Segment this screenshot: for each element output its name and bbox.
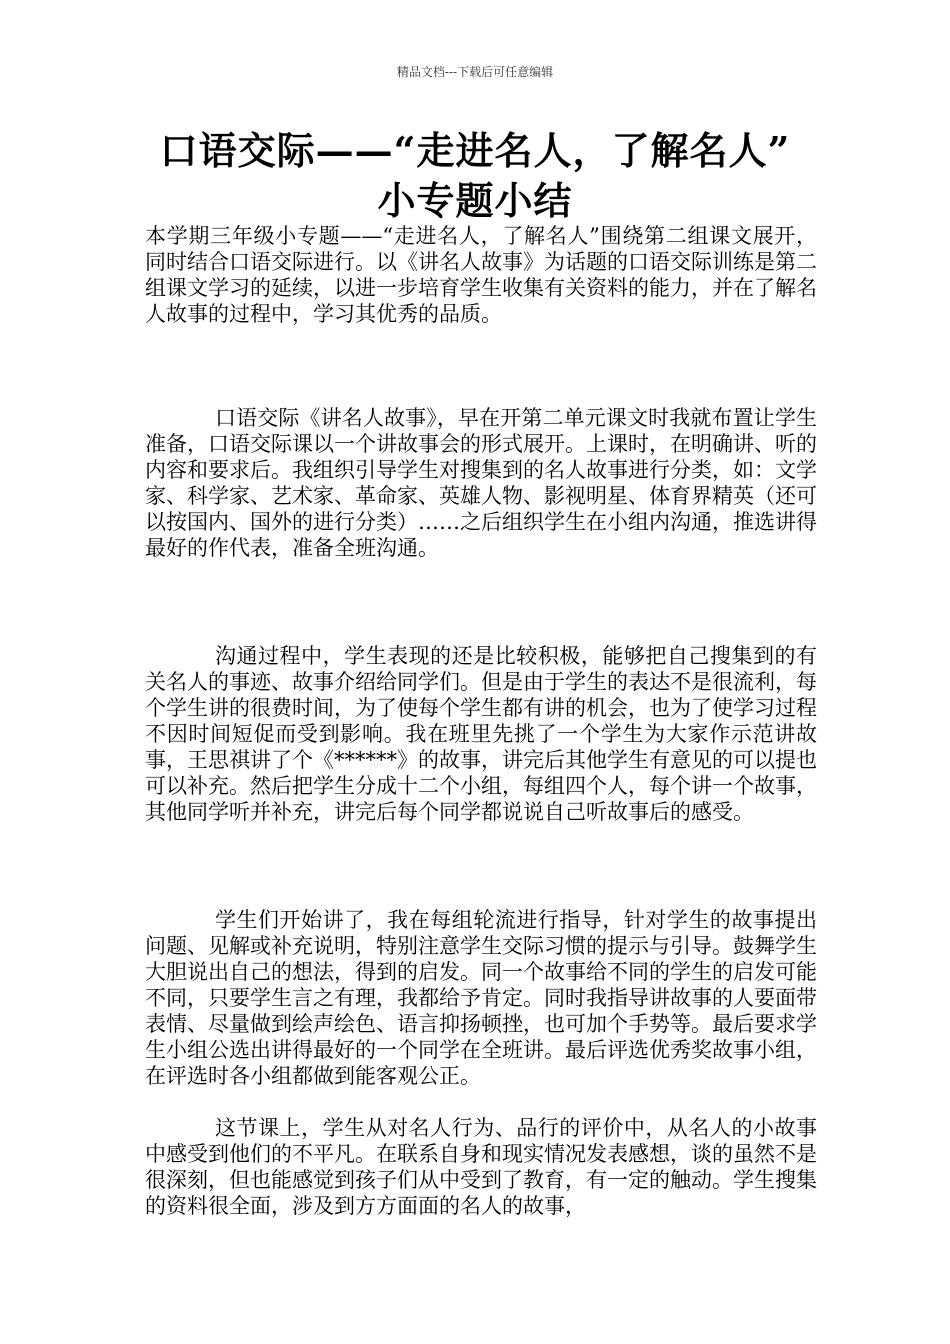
paragraph-intro: 本学期三年级小专题——“走进名人，了解名人”围绕第二组课文展开，同时结合口语交际进行。以《讲名人故事》为话题的口语交际训练是第二组课文学习的延续，以进一步培育学生收集有关资料的能力，并在了解名人故事的过程中，学习其优秀的品质。 [145, 224, 817, 326]
document-title [100, 126, 850, 226]
document-body [145, 223, 817, 1219]
paragraph-reflection: 这节课上，学生从对名人行为、品行的评价中，从名人的小故事中感受到他们的不平凡。在联系自身和现实情况发表感想，谈的虽然不是很深刻，但也能感觉到孩子们从中受到了教育，有一定的触动。学生搜集的资料很全面，涉及到方方面面的名人的故事， [145, 1116, 817, 1218]
paragraph-spacer [145, 825, 817, 907]
paragraph-spacer [145, 561, 817, 643]
paragraph-spacer [145, 327, 817, 405]
paragraph-preparation: 口语交际《讲名人故事》，早在开第二单元课文时我就布置让学生准备，口语交际课以一个讲故事会的形式展开。上课时，在明确讲、听的内容和要求后。我组织引导学生对搜集到的名人故事进行分类，如：文学家、科学家、艺术家、革命家、英雄人物、影视明星、体育界精英（还可以按国内、国外的进行分类）……之后组织学生在小组内沟通，推选讲得最好的作代表，准备全班沟通。 [145, 406, 817, 560]
paragraph-guidance: 学生们开始讲了，我在每组轮流进行指导，针对学生的故事提出问题、见解或补充说明，特别注意学生交际习惯的提示与引导。鼓舞学生大胆说出自己的想法，得到的启发。同一个故事给不同的学生的启发可能不同，只要学生言之有理，我都给予肯定。同时我指导讲故事的人要面带表情、尽量做到绘声绘色、语言抑扬顿挫，也可加个手势等。最后要求学生小组公选出讲得最好的一个同学在全班讲。最后评选优秀奖故事小组，在评选时各小组都做到能客观公正。 [145, 908, 817, 1088]
page-header: 精品文档---下载后可任意编辑 [396, 65, 554, 79]
title-line-2: 小专题小结 [377, 178, 573, 223]
paragraph-communication: 沟通过程中，学生表现的还是比较积极，能够把自己搜集到的有关名人的事迹、故事介绍给同学们。但是由于学生的表达不是很流利，每个学生讲的很费时间，为了使每个学生都有讲的机会，也为了使学习过程不因时间短促而受到影响。我在班里先挑了一个学生为大家作示范讲故事，王思祺讲了个《******》的故事，讲完后其他学生有意见的可以提也可以补充。然后把学生分成十二个小组，每组四个人，每个讲一个故事，其他同学听并补充，讲完后每个同学都说说自己听故事后的感受。 [145, 644, 817, 824]
paragraph-spacer [145, 1089, 817, 1115]
title-line-1: 口语交际——“走进名人，了解名人” [159, 128, 791, 173]
